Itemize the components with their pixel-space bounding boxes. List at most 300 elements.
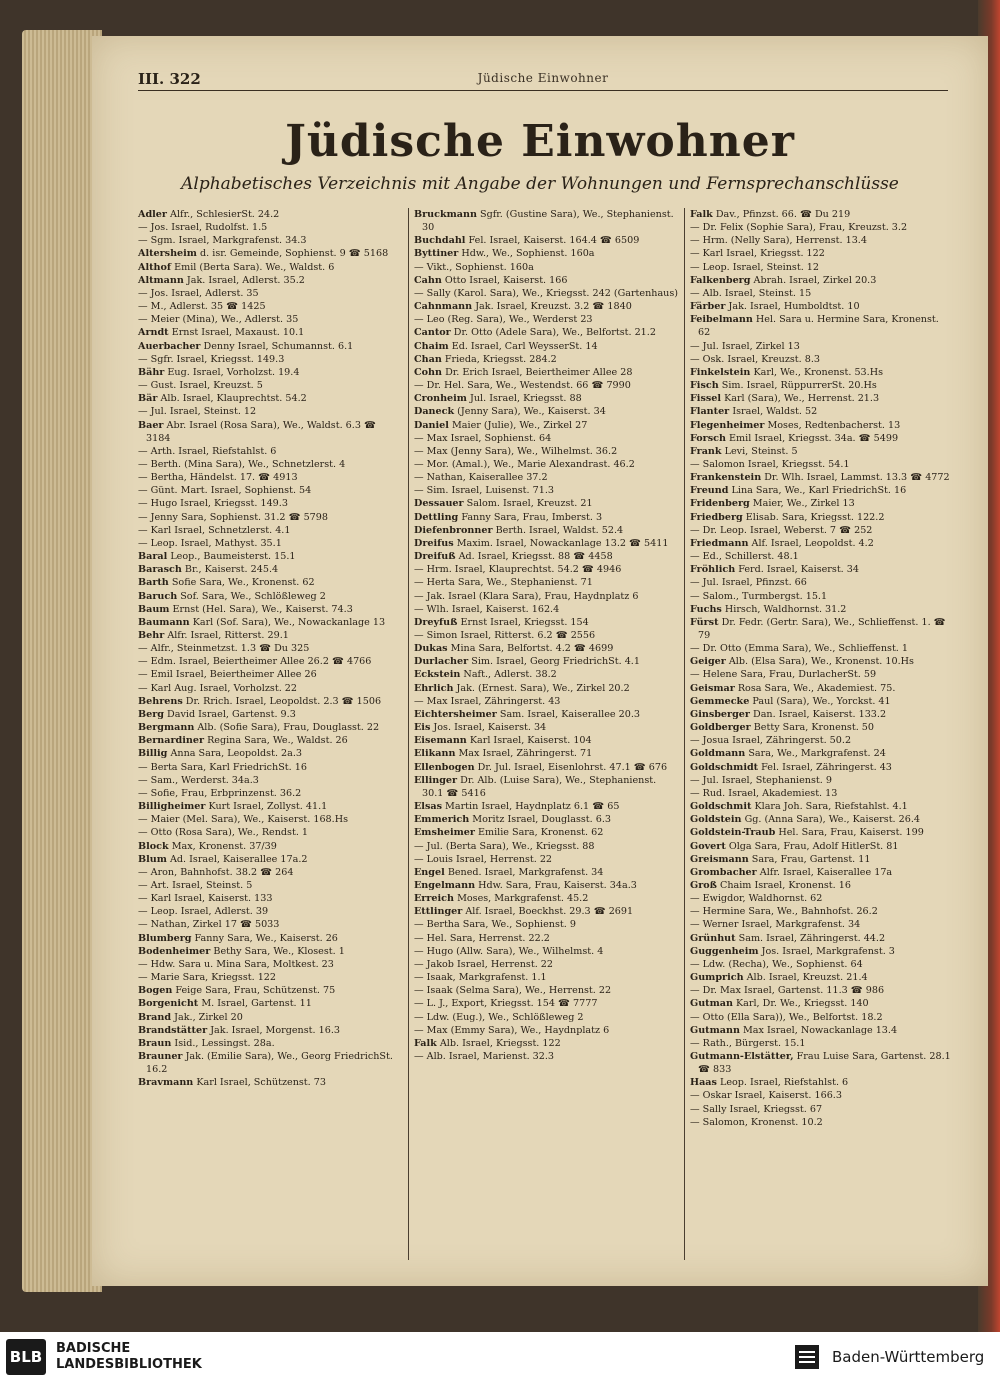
directory-entry (690, 721, 954, 734)
entry-surname: Erreich (414, 893, 454, 905)
directory-entry (690, 655, 954, 668)
entry-details: — Karl Israel, Kriegsst. 122 (690, 248, 825, 260)
entry-surname: Daniel (414, 419, 449, 431)
entry-surname: Cronheim (414, 393, 467, 405)
entry-surname: Dukas (414, 643, 448, 655)
running-head (138, 68, 948, 91)
directory-entry (138, 392, 402, 405)
entry-details: Alfr. Israel, Kaiserallee 17a (759, 866, 893, 878)
entry-details: Frieda, Kriegsst. 284.2 (444, 353, 557, 365)
entry-details: Sara, Frau, Gartenst. 11 (751, 853, 871, 865)
entry-details: Eug. Israel, Vorholzst. 19.4 (167, 366, 300, 378)
entry-details: Martin Israel, Haydnplatz 6.1 ☎ 65 (445, 801, 620, 813)
directory-entry (138, 261, 402, 274)
directory-entry (690, 484, 954, 497)
entry-surname: Auerbacher (138, 340, 201, 352)
directory-entry (138, 287, 402, 300)
entry-details: Kurt Israel, Zollyst. 41.1 (208, 801, 328, 813)
entry-details: — Aron, Bahnhofst. 38.2 ☎ 264 (138, 866, 294, 878)
entry-details: — Louis Israel, Herrenst. 22 (414, 853, 553, 865)
entry-details: Jos. Israel, Markgrafenst. 3 (761, 945, 895, 957)
directory-entry (690, 958, 954, 971)
entry-surname: Arndt (138, 327, 169, 339)
entry-surname: Blum (138, 853, 167, 865)
entry-details: Mina Sara, Belfortst. 4.2 ☎ 4699 (450, 643, 614, 655)
entry-surname: Behr (138, 630, 165, 641)
directory-entry (690, 340, 954, 353)
directory-entry (138, 774, 402, 787)
directory-entry (138, 484, 402, 497)
directory-entry (414, 629, 678, 642)
directory-entry (414, 840, 678, 853)
entry-details: — Hrm. (Nelly Sara), Herrenst. 13.4 (690, 235, 867, 247)
entry-details: Gg. (Anna Sara), We., Kaiserst. 26.4 (744, 814, 921, 826)
directory-entry (690, 405, 954, 418)
entry-details: Sara, We., Markgrafenst. 24 (748, 748, 886, 760)
directory-entry (414, 340, 678, 353)
entry-surname: Bravmann (138, 1077, 194, 1089)
entry-details: Br., Kaiserst. 245.4 (184, 564, 279, 576)
entry-details: Emil (Berta Sara). We., Waldst. 6 (174, 261, 335, 273)
directory-entry (138, 208, 402, 221)
entry-details: Salom. Israel, Kreuzst. 21 (466, 498, 593, 510)
entry-surname: Greismann (690, 853, 749, 865)
entry-surname: Dreifuß (414, 551, 456, 563)
directory-entry (690, 313, 954, 339)
entry-surname: Baer (138, 419, 164, 431)
entry-details: Feige Sara, Frau, Schützenst. 75 (175, 985, 336, 997)
entry-details: — Jul. Israel, Zirkel 13 (690, 340, 800, 352)
entry-details: — Hrm. Israel, Klauprechtst. 54.2 ☎ 4946 (414, 564, 622, 576)
entry-surname: Ginsberger (690, 708, 750, 720)
directory-entry (414, 247, 678, 260)
entry-details: — Hugo (Allw. Sara), We., Wilhelmst. 4 (414, 945, 604, 957)
entry-details: Ad. Israel, Kriegsst. 88 ☎ 4458 (458, 551, 613, 563)
entry-details: — Leop. Israel, Steinst. 12 (690, 261, 820, 273)
entry-details: Alf. Israel, Boeckhst. 29.3 ☎ 2691 (465, 906, 634, 918)
entry-surname: Goldstein (690, 814, 742, 826)
directory-entry (414, 405, 678, 418)
entry-details: — Jul. Israel, Stephanienst. 9 (690, 774, 832, 786)
entry-details: Alb. Israel, Klauprechtst. 54.2 (160, 393, 307, 405)
column-divider (408, 208, 409, 1260)
directory-entry (138, 274, 402, 287)
directory-entry (690, 537, 954, 550)
entry-details: Ernst Israel, Kriegsst. 154 (460, 616, 589, 628)
directory-entry (414, 471, 678, 484)
entry-surname: Guggenheim (690, 945, 759, 957)
entry-surname: Fisch (690, 380, 719, 392)
entry-surname: Forsch (690, 432, 726, 444)
entry-surname: Goldschmit (690, 801, 752, 813)
entry-surname: Falk (414, 1037, 437, 1049)
directory-entry (138, 497, 402, 510)
entry-surname: Haas (690, 1077, 717, 1089)
directory-entry (138, 405, 402, 418)
directory-entry (138, 603, 402, 616)
directory-entry (414, 524, 678, 537)
entry-surname: Emmerich (414, 814, 470, 826)
directory-entry (414, 984, 678, 997)
directory-entry (414, 261, 678, 274)
entry-details: — Jul. (Berta Sara), We., Kriegsst. 88 (414, 840, 595, 852)
entry-details: Dav., Pfinzst. 66. ☎ Du 219 (715, 209, 851, 220)
directory-entry (414, 511, 678, 524)
entry-surname: Emsheimer (414, 827, 475, 839)
directory-entry (690, 1050, 954, 1076)
entry-details: — Josua Israel, Zähringerst. 50.2 (690, 735, 852, 747)
entry-surname: Fröhlich (690, 564, 736, 576)
entry-surname: Bodenheimer (138, 945, 211, 957)
entry-surname: Barasch (138, 564, 182, 576)
directory-entry (690, 1037, 954, 1050)
entry-details: — Bertha, Händelst. 17. ☎ 4913 (138, 472, 298, 484)
entry-surname: Borgenicht (138, 998, 199, 1010)
directory-entry (138, 918, 402, 931)
entry-surname: Baral (138, 551, 168, 563)
directory-entry (138, 366, 402, 379)
directory-entry (414, 1024, 678, 1037)
directory-entry (138, 708, 402, 721)
entry-details: Alfr., SchlesierSt. 24.2 (170, 209, 280, 220)
entry-surname: Goldmann (690, 748, 746, 760)
directory-entry (138, 997, 402, 1010)
entry-details: Jos. Israel, Kaiserst. 34 (433, 722, 547, 734)
directory-entry (138, 945, 402, 958)
entry-surname: Baum (138, 603, 170, 615)
directory-entry (690, 445, 954, 458)
directory-entry (414, 682, 678, 695)
directory-entry (690, 945, 954, 958)
entry-details: Dr. Rrich. Israel, Leopoldst. 2.3 ☎ 1506 (185, 695, 382, 707)
entry-details: — Sofie, Frau, Erbprinzenst. 36.2 (138, 787, 302, 799)
entry-surname: Billigheimer (138, 801, 206, 813)
entry-surname: Eckstein (414, 669, 461, 681)
directory-entry (690, 1076, 954, 1089)
directory-entry (138, 642, 402, 655)
entry-details: — Maier (Mel. Sara), We., Kaiserst. 168.Hs (138, 814, 348, 826)
entry-surname: Bergmann (138, 722, 195, 734)
entry-details: Moritz Israel, Douglasst. 6.3 (472, 814, 612, 826)
entry-surname: Falk (690, 209, 713, 220)
page-subtitle: Alphabetisches Verzeichnis mit Angabe der Wohnungen und Fernsprechanschlüsse (181, 174, 899, 194)
entry-surname: Diefenbronner (414, 524, 493, 536)
entry-surname: Bähr (138, 366, 165, 378)
directory-entry (690, 708, 954, 721)
directory-entry (690, 563, 954, 576)
directory-entry (138, 734, 402, 747)
entry-surname: Fürst (690, 616, 719, 628)
entry-surname: Behrens (138, 695, 183, 707)
entry-details: Dr. Alb. (Luise Sara), We., Stephanienst. 30.1 ☎ 5416 (422, 774, 657, 799)
entry-surname: Friedmann (690, 537, 749, 549)
entry-details: Fanny Sara, We., Kaiserst. 26 (194, 932, 338, 944)
entry-details: Sgfr. (Gustine Sara), We., Stephanienst. 30 (422, 209, 674, 234)
directory-entry (414, 1011, 678, 1024)
state-name[interactable]: Baden-Württemberg (832, 1348, 985, 1366)
directory-entry (138, 668, 402, 681)
directory-entry (414, 576, 678, 589)
directory-entry (414, 616, 678, 629)
entry-details: Maier (Julie), We., Zirkel 27 (451, 419, 588, 431)
entry-details: — Salom., Turmbergst. 15.1 (690, 590, 828, 602)
directory-entry (690, 221, 954, 234)
entry-surname: Elsas (414, 801, 442, 813)
directory-entry (690, 932, 954, 945)
directory-entry (414, 997, 678, 1010)
entry-surname: Goldschmidt (690, 761, 759, 773)
directory-entry (690, 984, 954, 997)
running-title: Jüdische Einwohner (477, 71, 609, 85)
entry-details: — Rud. Israel, Akademiest. 13 (690, 787, 838, 799)
entry-details: Hel. Sara u. Hermine Sara, Kronenst. 62 (698, 314, 939, 339)
directory-entry (138, 747, 402, 760)
directory-entry (138, 971, 402, 984)
directory-entry (690, 392, 954, 405)
entry-surname: Block (138, 840, 169, 852)
entry-details: Hel. Sara, Frau, Kaiserst. 199 (778, 827, 924, 839)
entry-surname: Ehrlich (414, 682, 454, 694)
directory-entry (690, 774, 954, 787)
directory-entry (138, 1076, 402, 1089)
entry-details: — Isaak, Markgrafenst. 1.1 (414, 972, 547, 984)
entry-details: Dr. Jul. Israel, Eisenlohrst. 47.1 ☎ 676 (477, 761, 668, 773)
entry-surname: Cahnmann (414, 301, 473, 313)
entry-surname: Groß (690, 879, 717, 891)
directory-entry (414, 734, 678, 747)
directory-entry (138, 300, 402, 313)
entry-surname: Altersheim (138, 248, 197, 260)
entry-details: Dr. Otto (Adele Sara), We., Belfortst. 21.2 (453, 327, 656, 339)
entry-details: — Marie Sara, Kriegsst. 122 (138, 972, 277, 984)
entry-surname: Engelmann (414, 879, 476, 891)
directory-entry (414, 800, 678, 813)
directory-entry (414, 458, 678, 471)
entry-details: Denny Israel, Schumannst. 6.1 (203, 340, 354, 352)
column-divider (684, 208, 685, 1260)
entry-details: Ernst Israel, Maxaust. 10.1 (171, 327, 305, 339)
directory-entry (138, 958, 402, 971)
entry-surname: Brauner (138, 1051, 183, 1062)
entry-details: Sam. Israel, Zähringerst. 44.2 (738, 932, 886, 944)
directory-entry (414, 774, 678, 800)
entry-details: Isid., Lessingst. 28a. (174, 1037, 275, 1049)
entry-details: — Nathan, Zirkel 17 ☎ 5033 (138, 919, 280, 931)
directory-entry (690, 747, 954, 760)
entry-details: Karl Israel, Schützenst. 73 (196, 1077, 326, 1089)
directory-entry (138, 340, 402, 353)
entry-surname: Grünhut (690, 932, 736, 944)
directory-entry (690, 274, 954, 287)
directory-entry (138, 590, 402, 603)
entry-details: Hdw. Sara, Frau, Kaiserst. 34a.3 (478, 879, 637, 891)
entry-details: — Wlh. Israel, Kaiserst. 162.4 (414, 603, 560, 615)
directory-entry (414, 892, 678, 905)
entry-details: Jak. Israel, Adlerst. 35.2 (186, 274, 305, 286)
entry-details: Leop., Baumeisterst. 15.1 (170, 551, 296, 563)
directory-entry (138, 313, 402, 326)
entry-details: — Alb. Israel, Steinst. 15 (690, 287, 812, 299)
entry-details: — Gust. Israel, Kreuzst. 5 (138, 380, 263, 392)
directory-entry (414, 208, 678, 234)
entry-details: Jul. Israel, Kriegsst. 88 (470, 393, 582, 405)
entry-details: — Dr. Felix (Sophie Sara), Frau, Kreuzst. 3.2 (690, 222, 908, 234)
entry-details: Chaim Israel, Kronenst. 16 (720, 879, 851, 891)
entry-details: Berth. Israel, Waldst. 52.4 (495, 524, 624, 536)
directory-entry (138, 813, 402, 826)
directory-entry (414, 300, 678, 313)
entry-surname: Dessauer (414, 498, 464, 510)
directory-entry (690, 668, 954, 681)
entry-details: Karl, Dr. We., Kriegsst. 140 (736, 998, 869, 1010)
directory-entry (690, 458, 954, 471)
entry-details: Jak. (Emilie Sara), We., Georg FriedrichSt. 16.2 (146, 1051, 393, 1076)
directory-entry (690, 524, 954, 537)
entry-surname: Bernardiner (138, 735, 204, 747)
directory-entry (690, 971, 954, 984)
directory-entry (138, 840, 402, 853)
entry-details: Hdw., We., Sophienst. 160a (461, 248, 595, 260)
entry-surname: Eichtersheimer (414, 708, 497, 720)
entry-surname: Finkelstein (690, 366, 751, 378)
entry-details: — Sgm. Israel, Markgrafenst. 34.3 (138, 235, 307, 247)
entry-details: Fel. Israel, Kaiserst. 164.4 ☎ 6509 (468, 235, 640, 247)
entry-details: — Jakob Israel, Herrenst. 22 (414, 958, 554, 970)
directory-entry (414, 853, 678, 866)
entry-surname: Elikann (414, 748, 456, 760)
entry-surname: Flegenheimer (690, 419, 765, 431)
entry-details: — Bertha Sara, We., Sophienst. 9 (414, 919, 576, 931)
directory-entry (690, 813, 954, 826)
entry-details: Maxim. Israel, Nowackanlage 13.2 ☎ 5411 (456, 537, 669, 549)
entry-surname: Barth (138, 577, 169, 589)
entry-details: Max Israel, Nowackanlage 13.4 (742, 1024, 898, 1036)
entry-surname: Dettling (414, 511, 459, 523)
entry-surname: Fridenberg (690, 498, 750, 510)
entry-details: — Otto (Ella Sara)), We., Belfortst. 18.2 (690, 1011, 883, 1023)
directory-entry (414, 274, 678, 287)
entry-details: Alb. Israel, Kreuzst. 21.4 (746, 972, 868, 984)
directory-entry (414, 379, 678, 392)
entry-details: — Karl Israel, Schnetzlerst. 4.1 (138, 524, 291, 536)
directory-entry (414, 918, 678, 931)
directory-entry (690, 511, 954, 524)
directory-entry (414, 958, 678, 971)
library-logo[interactable]: BLB (6, 1339, 46, 1375)
entry-details: Sofie Sara, We., Kronenst. 62 (171, 577, 315, 589)
directory-entry (414, 761, 678, 774)
entry-surname: Baumann (138, 616, 190, 628)
book-page-edges (22, 30, 102, 1292)
directory-entry (138, 1024, 402, 1037)
entry-details: — Jos. Israel, Adlerst. 35 (138, 287, 259, 299)
directory-entry (414, 905, 678, 918)
entry-details: — Ewigdor, Waldhornst. 62 (690, 893, 823, 905)
entry-surname: Brand (138, 1011, 172, 1023)
entry-details: Ed. Israel, Carl WeysserSt. 14 (451, 340, 598, 352)
entry-details: — Max Israel, Zähringerst. 43 (414, 695, 561, 707)
directory-entry (690, 695, 954, 708)
directory-entry (690, 866, 954, 879)
directory-entry (414, 432, 678, 445)
entry-details: — Salomon, Kronenst. 10.2 (690, 1116, 823, 1128)
entry-details: — Ed., Schillerst. 48.1 (690, 551, 799, 563)
directory-entry (138, 353, 402, 366)
directory-entry (138, 866, 402, 879)
entry-details: Jak., Zirkel 20 (174, 1011, 243, 1023)
entry-surname: Goldberger (690, 722, 751, 734)
entry-details: — Karl Israel, Kaiserst. 133 (138, 893, 273, 905)
entry-surname: Berg (138, 708, 164, 720)
directory-entry (414, 721, 678, 734)
entry-details: — Dr. Otto (Emma Sara), We., Schlieffenst. 1 (690, 643, 909, 655)
directory-entry (414, 945, 678, 958)
directory-entry (690, 550, 954, 563)
directory-entry (414, 1037, 678, 1050)
directory-entry (138, 1037, 402, 1050)
directory-entry (414, 971, 678, 984)
entry-surname: Altmann (138, 274, 184, 286)
entry-details: — Hel. Sara, Herrenst. 22.2 (414, 932, 550, 944)
directory-entry (138, 550, 402, 563)
entry-details: — Berth. (Mina Sara), We., Schnetzlerst. 4 (138, 458, 346, 470)
entry-surname: Gutmann (690, 1024, 740, 1036)
directory-column-3 (690, 208, 954, 1129)
entry-surname: Dreyfuß (414, 616, 458, 628)
entry-details: — Herta Sara, We., Stephanienst. 71 (414, 577, 593, 589)
entry-details: — Alb. Israel, Marienst. 32.3 (414, 1051, 555, 1062)
entry-details: — Otto (Rosa Sara), We., Rendst. 1 (138, 827, 309, 839)
library-name-line2: LANDESBIBLIOTHEK (56, 1357, 202, 1372)
entry-surname: Frank (690, 445, 722, 457)
entry-details: Israel, Waldst. 52 (732, 406, 818, 418)
directory-entry (138, 853, 402, 866)
directory-entry (138, 524, 402, 537)
entry-details: — Sgfr. Israel, Kriegsst. 149.3 (138, 353, 285, 365)
entry-details: Ad. Israel, Kaiserallee 17a.2 (169, 853, 308, 865)
entry-surname: Engel (414, 866, 445, 878)
directory-entry (138, 247, 402, 260)
state-coat-of-arms-icon (792, 1342, 822, 1372)
entry-details: Anna Sara, Leopoldst. 2a.3 (170, 748, 303, 760)
library-name[interactable] (56, 1341, 202, 1373)
directory-entry (690, 234, 954, 247)
entry-surname: Cantor (414, 327, 451, 339)
directory-entry (138, 326, 402, 339)
entry-surname: Adler (138, 209, 167, 220)
directory-entry (138, 800, 402, 813)
directory-entry (138, 458, 402, 471)
directory-entry (414, 550, 678, 563)
directory-entry (690, 419, 954, 432)
directory-entry (690, 682, 954, 695)
entry-surname: Bruckmann (414, 209, 477, 220)
directory-entry (414, 287, 678, 300)
entry-details: Olga Sara, Frau, Adolf HitlerSt. 81 (728, 840, 899, 852)
entry-details: — Leop. Israel, Mathyst. 35.1 (138, 537, 282, 549)
directory-entry (138, 563, 402, 576)
directory-entry (414, 813, 678, 826)
directory-entry (414, 668, 678, 681)
entry-details: Alfr. Israel, Ritterst. 29.1 (167, 630, 289, 641)
entry-details: Alb. (Sofie Sara), Frau, Douglasst. 22 (197, 722, 380, 734)
directory-entry (690, 287, 954, 300)
entry-details: — Hermine Sara, We., Bahnhofst. 26.2 (690, 906, 878, 918)
entry-details: Dan. Israel, Kaiserst. 133.2 (753, 708, 887, 720)
entry-details: Naft., Adlerst. 38.2 (463, 669, 557, 681)
entry-surname: Gemmecke (690, 695, 750, 707)
entry-details: — Werner Israel, Markgrafenst. 34 (690, 919, 861, 931)
